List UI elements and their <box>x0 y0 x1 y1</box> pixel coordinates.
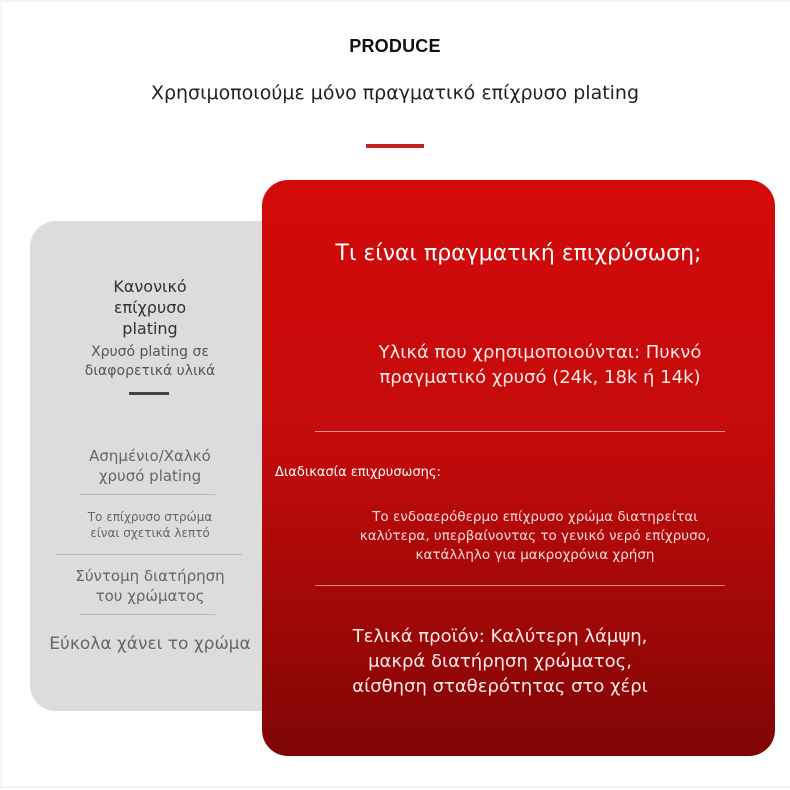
title-accent-bar <box>366 144 424 148</box>
final-product-line: αίσθηση σταθερότητας στο χέρι <box>352 676 648 697</box>
regular-plating-separator <box>80 614 215 615</box>
regular-plating-description-line: διαφορετικά υλικά <box>84 363 216 379</box>
regular-plating-item-line: Το επίχρυσο στρώμα <box>87 510 213 524</box>
regular-plating-item-line: Ασημένιο/Χαλκό <box>89 447 211 465</box>
materials-line: πραγματικό χρυσό (24k, 18k ή 14k) <box>379 367 701 388</box>
final-product-line: Τελικά προϊόν: Καλύτερη λάμψη, <box>352 626 648 647</box>
process-text <box>300 508 770 565</box>
process-line: Το ενδοαερόθερμο επίχρυσο χρώμα διατηρείται <box>372 509 698 525</box>
frame-top-border <box>0 0 790 2</box>
page-title: PRODUCE <box>349 36 441 56</box>
regular-plating-title <box>30 276 270 339</box>
process-label: Διαδικασία επιχρυσωσης: <box>275 465 441 480</box>
regular-plating-item <box>30 509 270 541</box>
regular-plating-item-line: Εύκολα χάνει το χρώμα <box>49 634 251 654</box>
frame-bottom-border <box>0 786 790 788</box>
regular-plating-title-line: Κανονικό <box>113 277 187 296</box>
materials-line: Υλικά που χρησιμοποιούνται: Πυκνό <box>378 342 702 363</box>
final-product-line: μακρά διατήρηση χρώματος, <box>368 651 632 672</box>
regular-plating-item-line: είναι σχετικά λεπτό <box>90 526 210 540</box>
regular-plating-description-line: Χρυσό plating σε <box>91 344 209 360</box>
real-gold-plating-heading: Τι είναι πραγματική επιχρύσωση; <box>335 241 702 266</box>
regular-plating-item-line: χρυσό plating <box>98 467 202 485</box>
regular-plating-separator <box>80 494 215 495</box>
process-line: κατάλληλο για μακροχρόνια χρήση <box>415 547 655 563</box>
final-product-text <box>300 624 700 699</box>
process-line: καλύτερα, υπερβαίνοντας το γενικό νερό επίχρυσο, <box>359 528 711 544</box>
real-gold-separator <box>315 585 725 586</box>
regular-plating-description <box>30 343 270 381</box>
regular-plating-item <box>30 566 270 606</box>
regular-plating-item <box>30 633 270 655</box>
frame-left-border <box>0 0 2 790</box>
regular-plating-divider <box>129 392 169 395</box>
regular-plating-title-line: plating <box>122 319 178 338</box>
real-gold-separator <box>315 431 725 432</box>
materials-text <box>300 340 780 390</box>
regular-plating-item-line: Σύντομη διατήρηση <box>75 567 225 585</box>
regular-plating-title-line: επίχρυσο <box>113 298 187 317</box>
regular-plating-item-line: του χρώματος <box>95 587 205 605</box>
regular-plating-separator <box>56 554 242 555</box>
regular-plating-item <box>30 446 270 486</box>
page-subtitle: Χρησιμοποιούμε μόνο πραγματικό επίχρυσο plating <box>150 82 640 104</box>
